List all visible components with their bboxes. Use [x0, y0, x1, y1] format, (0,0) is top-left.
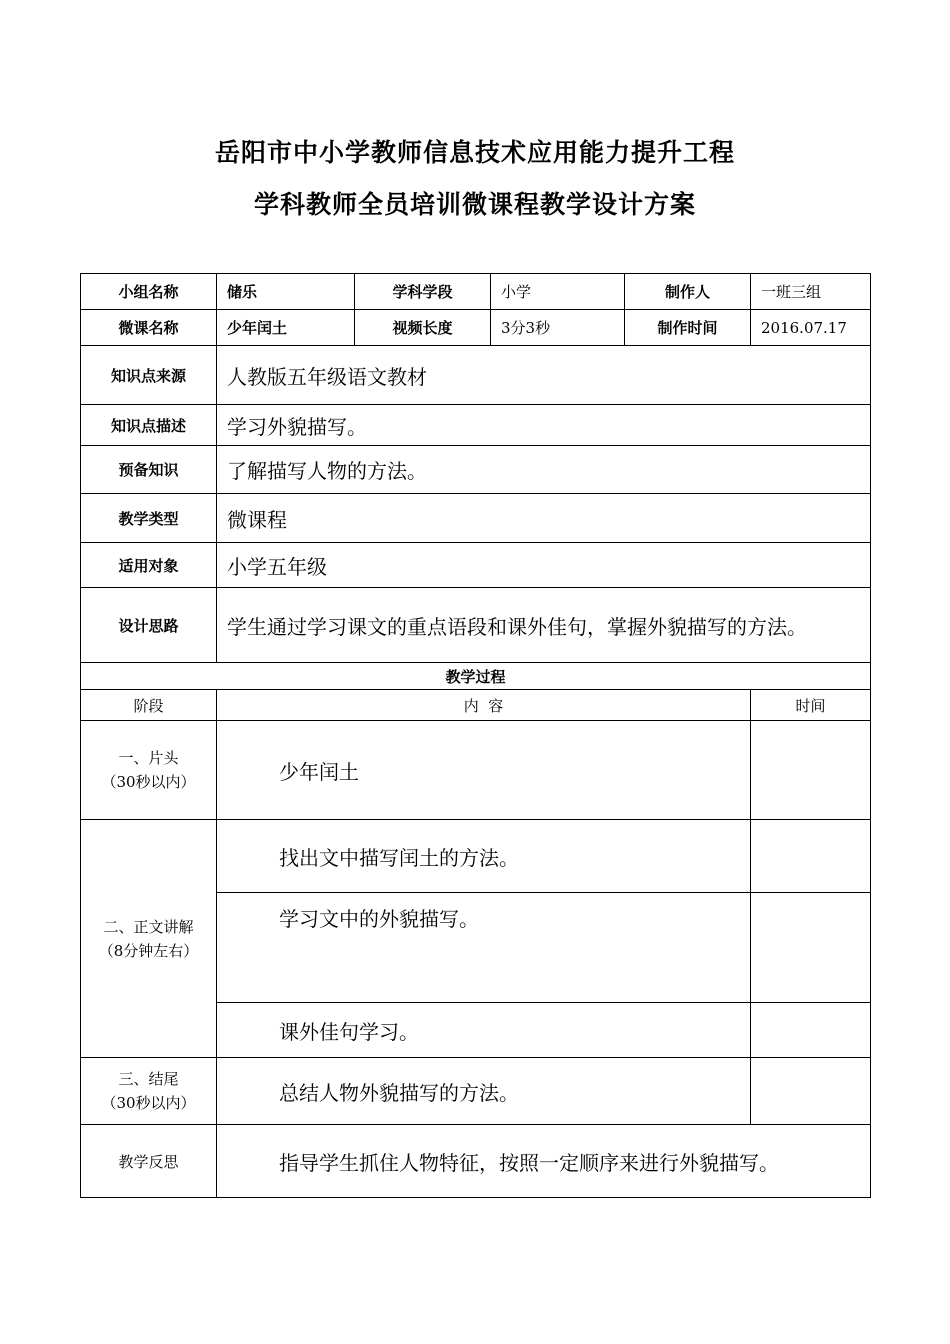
subject-value: 小学	[491, 274, 625, 310]
stage3-time	[751, 1058, 871, 1125]
process-section-row	[81, 663, 871, 690]
content-column-header: 内 容	[217, 690, 751, 721]
stage3-row	[81, 1058, 871, 1125]
description-label: 知识点描述	[81, 405, 217, 446]
group-name-value: 储乐	[217, 274, 355, 310]
info-row-2	[81, 310, 871, 346]
document-title-line1: 岳阳市中小学教师信息技术应用能力提升工程	[214, 138, 735, 167]
prerequisite-row	[81, 446, 871, 494]
stage1-content: 少年闰土	[217, 721, 751, 820]
source-value: 人教版五年级语文教材	[217, 346, 871, 405]
teaching-type-label: 教学类型	[81, 494, 217, 543]
target-value: 小学五年级	[217, 543, 871, 588]
stage1-row	[81, 721, 871, 820]
stage2-time-1	[751, 820, 871, 893]
stage2-content-2: 学习文中的外貌描写。	[217, 893, 751, 1003]
description-row	[81, 405, 871, 446]
stage3-duration: （30秒以内）	[101, 1094, 196, 1112]
info-row-1	[81, 274, 871, 310]
stage3-content: 总结人物外貌描写的方法。	[217, 1058, 751, 1125]
teaching-type-row	[81, 494, 871, 543]
source-row	[81, 346, 871, 405]
design-form-table	[80, 273, 871, 1198]
stage2-time-3	[751, 1003, 871, 1058]
target-label: 适用对象	[81, 543, 217, 588]
stage1-time	[751, 721, 871, 820]
design-idea-label: 设计思路	[81, 588, 217, 663]
process-section-title: 教学过程	[81, 663, 871, 690]
design-idea-row	[81, 588, 871, 663]
video-length-value: 3分3秒	[491, 310, 625, 346]
video-length-label: 视频长度	[355, 310, 491, 346]
description-value: 学习外貌描写。	[217, 405, 871, 446]
date-value: 2016.07.17	[751, 310, 871, 346]
stage2-row-1	[81, 820, 871, 893]
course-name-value: 少年闰土	[217, 310, 355, 346]
stage3-cell	[81, 1058, 217, 1125]
date-label: 制作时间	[625, 310, 751, 346]
stage2-name: 二、正文讲解	[103, 917, 194, 936]
design-idea-value: 学生通过学习课文的重点语段和课外佳句，掌握外貌描写的方法。	[217, 588, 871, 663]
stage2-duration: （8分钟左右）	[98, 941, 199, 960]
reflection-row	[81, 1125, 871, 1198]
stage-column-header: 阶段	[81, 690, 217, 721]
stage3-name: 三、结尾	[118, 1070, 179, 1088]
group-name-label: 小组名称	[81, 274, 217, 310]
author-value: 一班三组	[751, 274, 871, 310]
reflection-label: 教学反思	[81, 1125, 217, 1198]
document-title-line2: 学科教师全员培训微课程教学设计方案	[253, 190, 696, 219]
time-column-header: 时间	[751, 690, 871, 721]
author-label: 制作人	[625, 274, 751, 310]
stage2-time-2	[751, 893, 871, 1003]
prerequisite-value: 了解描写人物的方法。	[217, 446, 871, 494]
stage2-content-3: 课外佳句学习。	[217, 1003, 751, 1058]
course-name-label: 微课名称	[81, 310, 217, 346]
reflection-value: 指导学生抓住人物特征，按照一定顺序来进行外貌描写。	[217, 1125, 871, 1198]
process-header-row	[81, 690, 871, 721]
stage2-content-1: 找出文中描写闰土的方法。	[217, 820, 751, 893]
stage1-name: 一、片头	[118, 749, 179, 767]
stage1-cell	[81, 721, 217, 820]
stage1-duration: （30秒以内）	[101, 773, 196, 791]
source-label: 知识点来源	[81, 346, 217, 405]
prerequisite-label: 预备知识	[81, 446, 217, 494]
subject-label: 学科学段	[355, 274, 491, 310]
stage2-cell	[81, 820, 217, 1058]
target-row	[81, 543, 871, 588]
teaching-type-value: 微课程	[217, 494, 871, 543]
